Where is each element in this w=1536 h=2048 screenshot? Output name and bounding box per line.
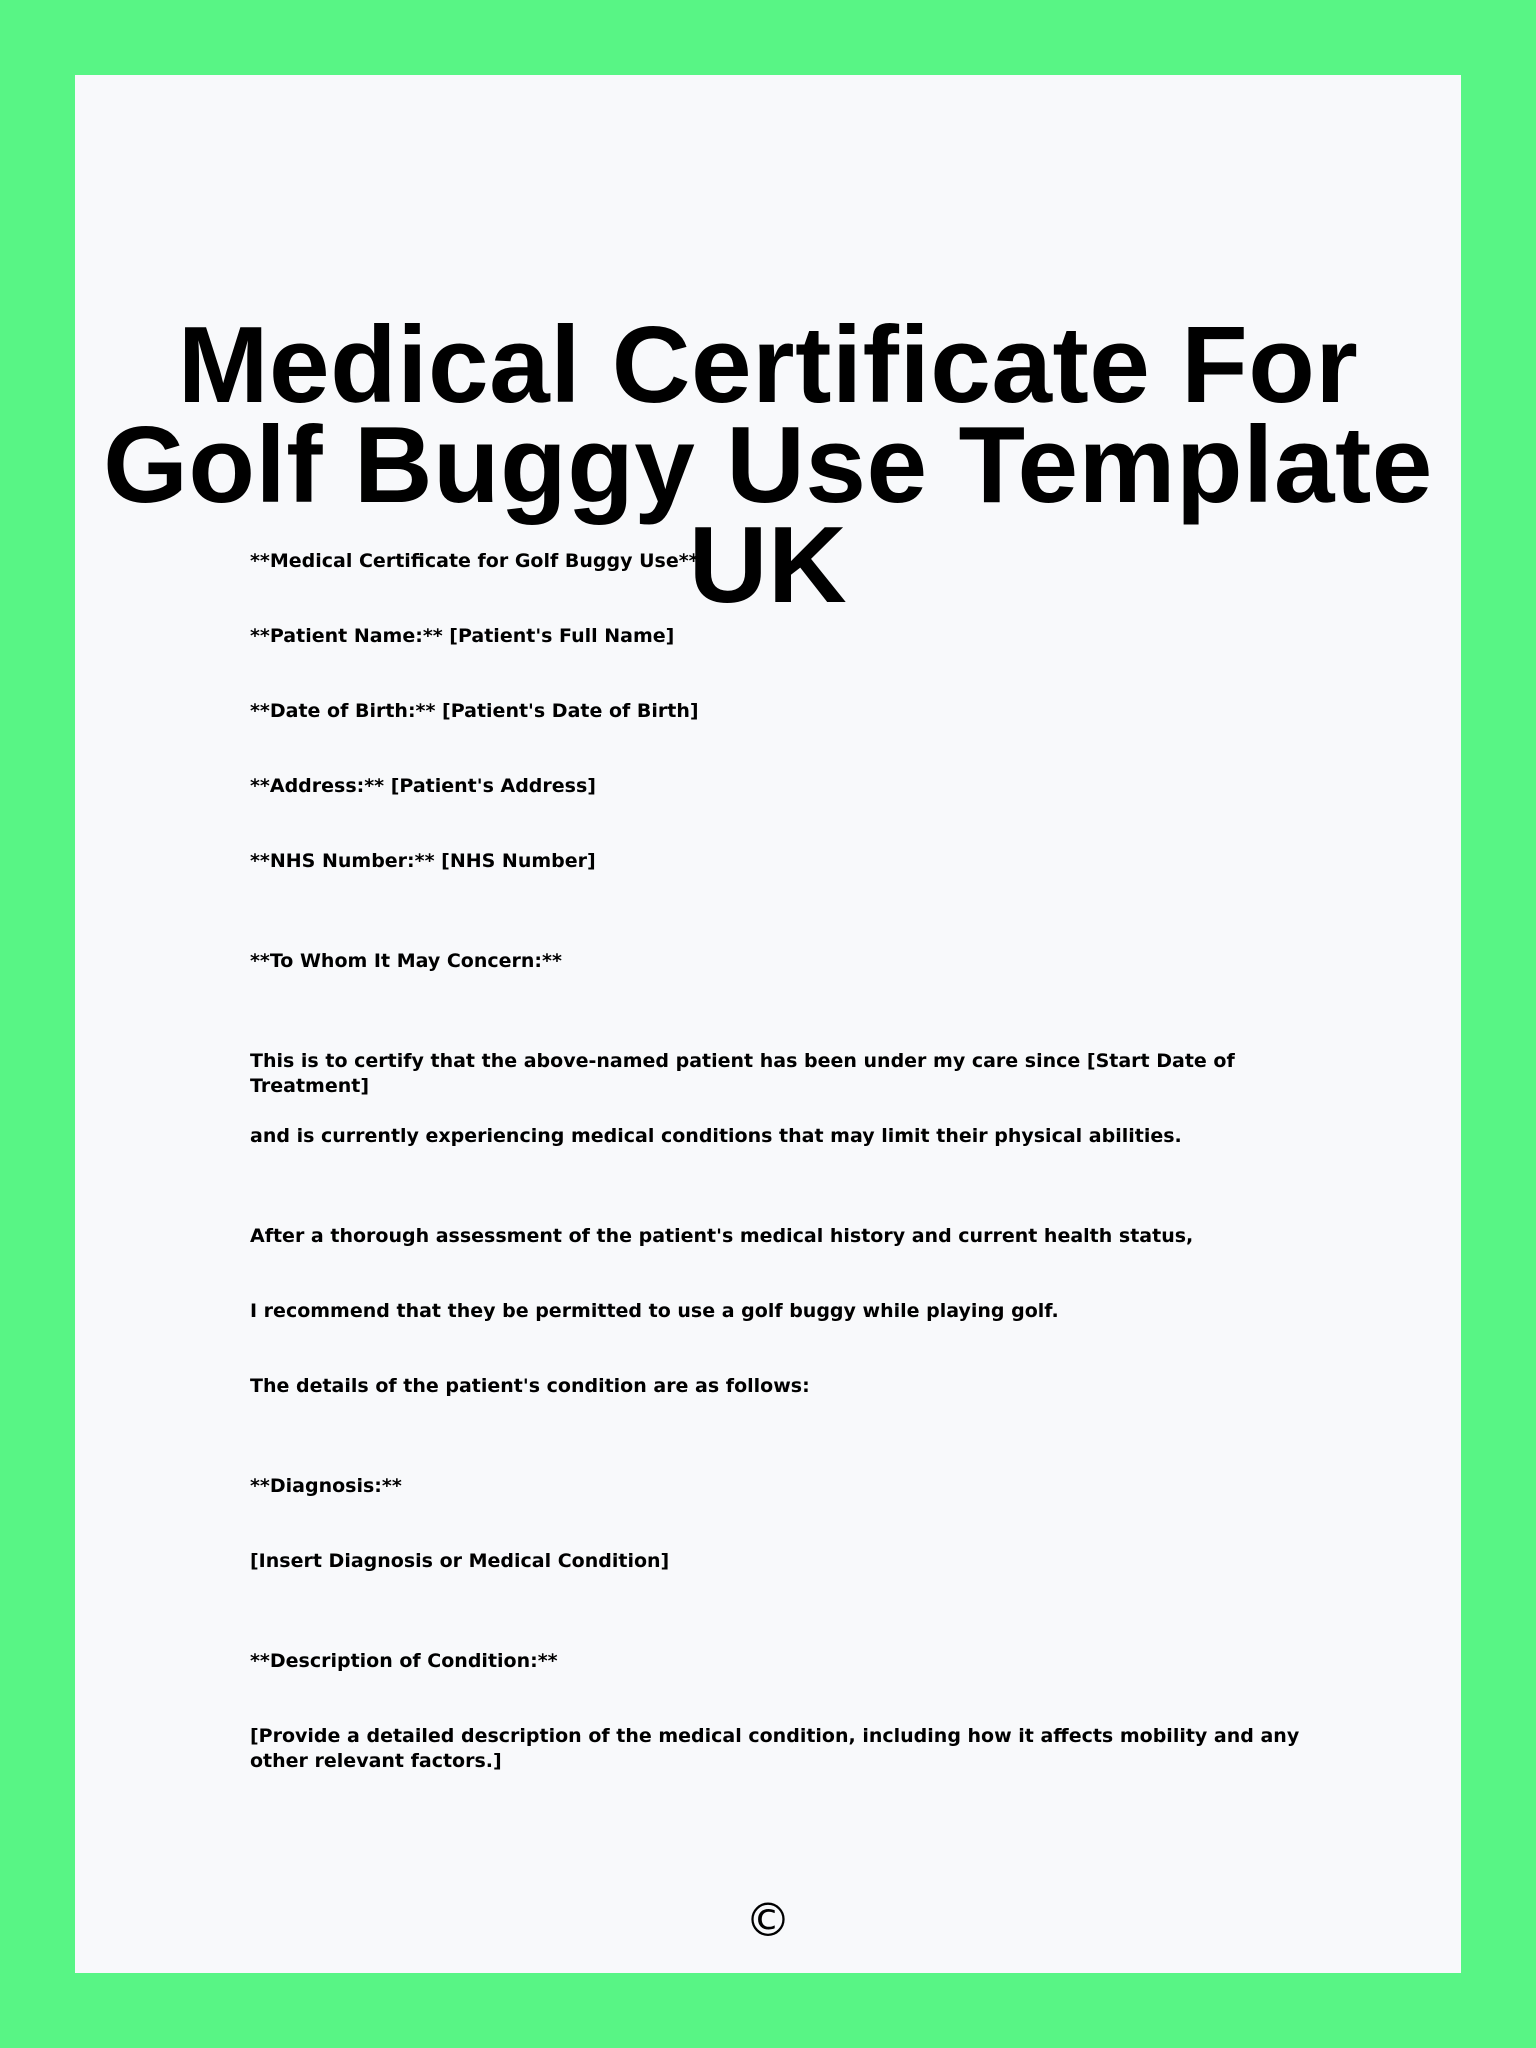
nhs-number-line: **NHS Number:** [NHS Number] xyxy=(250,850,596,872)
certify-paragraph-line-1: This is to certify that the above-named patient has been under my care since [Start Date of Treatment] xyxy=(250,1050,1235,1097)
diagnosis-label: **Diagnosis:** xyxy=(250,1475,402,1497)
date-of-birth-line: **Date of Birth:** [Patient's Date of Birth] xyxy=(250,700,699,722)
assessment-line-3: The details of the patient's condition are as follows: xyxy=(250,1375,810,1397)
description-value: [Provide a detailed description of the medical condition, including how it affects mobility and any other relevant factors.] xyxy=(250,1725,1300,1772)
certificate-heading: **Medical Certificate for Golf Buggy Use** xyxy=(250,550,699,572)
document-page xyxy=(75,75,1461,1973)
document-title: Medical Certificate For Golf Buggy Use Template UK xyxy=(103,304,1433,626)
assessment-line-2: I recommend that they be permitted to use a golf buggy while playing golf. xyxy=(250,1300,1059,1322)
diagnosis-value: [Insert Diagnosis or Medical Condition] xyxy=(250,1550,670,1572)
copyright-icon: © xyxy=(745,1893,791,1947)
assessment-line-1: After a thorough assessment of the patient's medical history and current health status, xyxy=(250,1225,1194,1247)
patient-name-line: **Patient Name:** [Patient's Full Name] xyxy=(250,625,675,647)
salutation: **To Whom It May Concern:** xyxy=(250,950,562,972)
address-line: **Address:** [Patient's Address] xyxy=(250,775,596,797)
description-label: **Description of Condition:** xyxy=(250,1650,558,1672)
certify-paragraph-line-2: and is currently experiencing medical conditions that may limit their physical abilities. xyxy=(250,1125,1182,1147)
